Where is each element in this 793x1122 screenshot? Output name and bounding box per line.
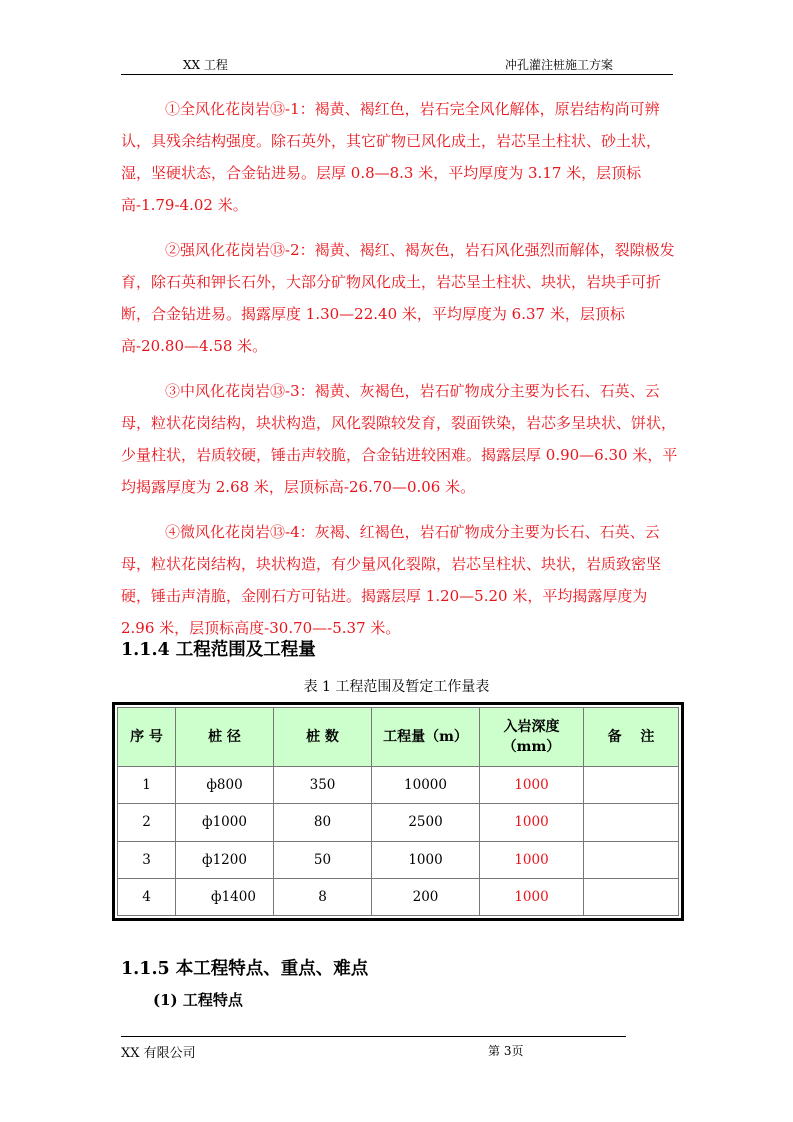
geology-description — [121, 93, 679, 644]
quantity-table — [117, 707, 679, 916]
header-index: 序 号 — [118, 708, 176, 767]
paragraph-strongly-weathered-granite: ②强风化花岗岩⑬-2：褐黄、褐红、褐灰色，岩石风化强烈而解体，裂隙极发育，除石英和钾长石外，大部分矿物风化成土，岩芯呈土柱状、块状，岩块手可折断，合金钻进易。揭露厚度 1.30—22.40 米，平均厚度为 6.37 米，层顶标高-20.80—4.58 米。 — [121, 241, 675, 355]
paragraph-slightly-weathered-granite: ④微风化花岗岩⑬-4：灰褐、红褐色，岩石矿物成分主要为长石、石英、云母，粒状花岗结构，块状构造，有少量风化裂隙，岩芯呈柱状、块状，岩质致密坚硬，锤击声清脆，金刚石方可钻进。揭露层厚 1.20—5.20 米，平均揭露厚度为 2.96 米，层顶标高度-30.70—-5.37 米。 — [121, 523, 662, 637]
paragraph-moderately-weathered-granite: ③中风化花岗岩⑬-3：褐黄、灰褐色，岩石矿物成分主要为长石、石英、云母，粒状花岗结构，块状构造，风化裂隙较发育，裂面铁染，岩芯多呈块状、饼状，少量柱状，岩质较硬，锤击声较脆，合金钻进较困难。揭露层厚 0.90—6.30 米，平均揭露厚度为 2.68 米，层顶标高-26.70—0.06 米。 — [121, 382, 678, 496]
table-header-row — [118, 708, 679, 767]
cell-pile-diameter: ф1400 — [176, 878, 274, 915]
table-row — [118, 878, 679, 915]
table-row — [118, 767, 679, 804]
cell-index: 4 — [118, 878, 176, 915]
cell-pile-count: 80 — [274, 804, 372, 841]
cell-pile-count: 8 — [274, 878, 372, 915]
cell-index: 3 — [118, 841, 176, 878]
header-pile-diameter: 桩 径 — [176, 708, 274, 767]
page-header — [121, 52, 673, 75]
section-heading-scope: 1.1.4 工程范围及工程量 — [121, 640, 316, 660]
cell-remarks — [584, 767, 679, 804]
cell-pile-diameter: ф800 — [176, 767, 274, 804]
header-document-title: 冲孔灌注桩施工方案 — [504, 58, 613, 72]
cell-remarks — [584, 804, 679, 841]
table-caption: 表 1 工程范围及暂定工作量表 — [303, 679, 490, 695]
header-pile-count: 桩 数 — [274, 708, 372, 767]
paragraph-fully-weathered-granite: ①全风化花岗岩⑬-1：褐黄、褐红色，岩石完全风化解体，原岩结构尚可辨认，具残余结构强度。除石英外，其它矿物已风化成土，岩芯呈土柱状、砂土状，湿，坚硬状态，合金钻进易。层厚 0.8—8.3 米，平均厚度为 3.17 米，层顶标高-1.79-4.02 米。 — [121, 100, 662, 214]
cell-rock-depth: 1000 — [480, 804, 584, 841]
table-row — [118, 804, 679, 841]
cell-pile-diameter: ф1000 — [176, 804, 274, 841]
cell-work-quantity: 10000 — [372, 767, 480, 804]
footer-company: XX 有限公司 — [121, 1046, 196, 1061]
cell-index: 1 — [118, 767, 176, 804]
cell-pile-diameter: ф1200 — [176, 841, 274, 878]
cell-work-quantity: 2500 — [372, 804, 480, 841]
header-project-name: XX 工程 — [183, 58, 228, 72]
footer-page-number: 第 3页 — [488, 1044, 524, 1058]
header-remarks: 备 注 — [584, 708, 679, 767]
header-rock-depth: 入岩深度（mm） — [480, 708, 584, 767]
cell-work-quantity: 1000 — [372, 841, 480, 878]
table-row — [118, 841, 679, 878]
header-work-quantity: 工程量（m） — [372, 708, 480, 767]
cell-remarks — [584, 841, 679, 878]
cell-rock-depth: 1000 — [480, 767, 584, 804]
cell-pile-count: 350 — [274, 767, 372, 804]
section-heading-characteristics: 1.1.5 本工程特点、重点、难点 — [121, 959, 369, 979]
cell-pile-count: 50 — [274, 841, 372, 878]
cell-remarks — [584, 878, 679, 915]
quantity-table-frame — [112, 702, 684, 921]
subsection-heading-features: (1) 工程特点 — [153, 991, 243, 1009]
cell-rock-depth: 1000 — [480, 841, 584, 878]
cell-index: 2 — [118, 804, 176, 841]
cell-rock-depth: 1000 — [480, 878, 584, 915]
page-footer — [121, 1036, 626, 1061]
cell-work-quantity: 200 — [372, 878, 480, 915]
